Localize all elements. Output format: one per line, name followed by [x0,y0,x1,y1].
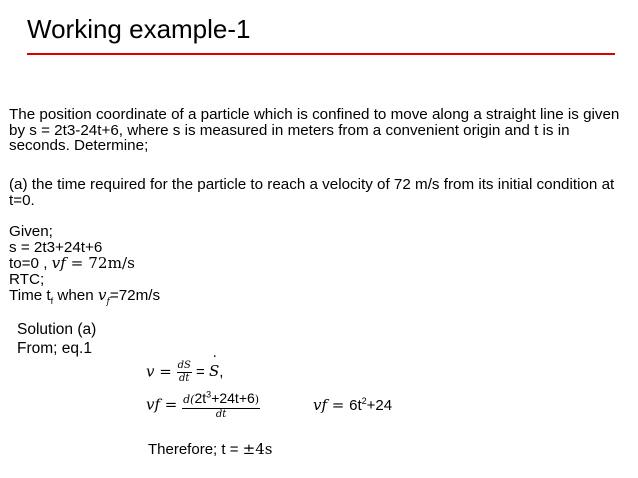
t0-text: to=0 , [9,255,52,272]
eq2-lhs: vf = [146,395,183,414]
slide-title: Working example-1 [27,14,251,44]
answer-plus-minus: ± [242,440,256,458]
eq1-numerator: dS [177,360,191,371]
eq3-eq: = [327,396,350,414]
final-answer [148,440,272,458]
eq2-numerator [182,390,260,409]
eq1-fraction [177,360,192,385]
eq1-rhs: ˙ S [209,362,219,380]
required-time [9,286,161,308]
equation-vf-derivative [146,390,260,421]
time-sub: f [50,296,54,307]
eq2-num-a: 2t [194,390,207,406]
solution-heading: Solution (a) [17,321,97,338]
eq2-num-close: ) [254,393,260,406]
equation-velocity [146,360,223,385]
eq1-mid: = [191,363,209,381]
eq2-num-b: +24t+6 [211,390,255,406]
eq3-lhs: vf [313,396,328,414]
eq3-exp: 2 [361,396,367,406]
vf-value: = 72m/s [65,254,135,272]
eq2-fraction [182,390,260,421]
eq1-lhs: v = [146,362,177,381]
given-s-equation: s = 2t3+24t+6 [9,239,103,256]
eq2-num-d: d( [183,393,195,406]
eq1-tail: , [219,363,224,381]
eq3-b: +24 [366,397,393,414]
answer-value: 4s [255,440,273,458]
vf-symbol: vf [51,254,66,272]
eq3-a: 6t [349,397,362,414]
eq1-denominator: dt [179,373,190,384]
title-underline [27,53,615,55]
given-heading: Given; [9,223,53,240]
time-v: v [97,286,107,304]
rtc-label: RTC; [9,271,45,288]
time-when: when [53,287,98,304]
time-label: Time t [9,287,51,304]
time-value: =72m/s [109,287,161,304]
equation-vf-result [313,396,392,414]
given-initial-conditions [9,256,135,272]
time-v-sub: f [106,297,110,308]
eq2-denominator: dt [215,409,227,420]
problem-part-a: (a) the time required for the particle to reach a velocity of 72 m/s from its initial condition at t=0. [9,176,615,209]
solution-from: From; eq.1 [17,340,92,357]
therefore-label: Therefore; t = [148,441,243,458]
eq2-num-exp: 3 [206,389,212,400]
problem-statement: The position coordinate of a particle which is confined to move along a straight line is given by s = 2t3-24t+6, where s is measured in meters from a convenient origin and t is in seconds. Determine; [9,106,620,154]
